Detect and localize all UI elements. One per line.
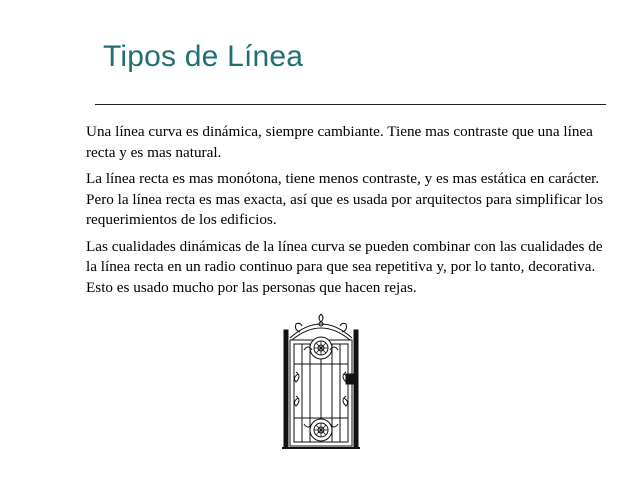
paragraph-combination: Las cualidades dinámicas de la línea curva se pueden combinar con las cualidades de la línea recta en un radio continuo para que sea repetitiva y, por lo tanto, decorativa. Esto es usado mucho por las personas que hacen rejas. bbox=[86, 237, 603, 296]
iron-gate-illustration bbox=[280, 310, 362, 452]
paragraph-straight-line: La línea recta es mas monótona, tiene menos contraste, y es mas estática en carácter. Pero la línea recta es mas exacta, así que es usada por arquitectos para simplificar los requerimientos de los edificios. bbox=[86, 170, 604, 228]
slide-body bbox=[86, 122, 606, 304]
paragraph-curved-line: Una línea curva es dinámica, siempre cambiante. Tiene mas contraste que una línea recta y es mas natural. bbox=[86, 123, 593, 161]
title-divider bbox=[95, 104, 606, 105]
slide-title: Tipos de Línea bbox=[103, 40, 304, 73]
